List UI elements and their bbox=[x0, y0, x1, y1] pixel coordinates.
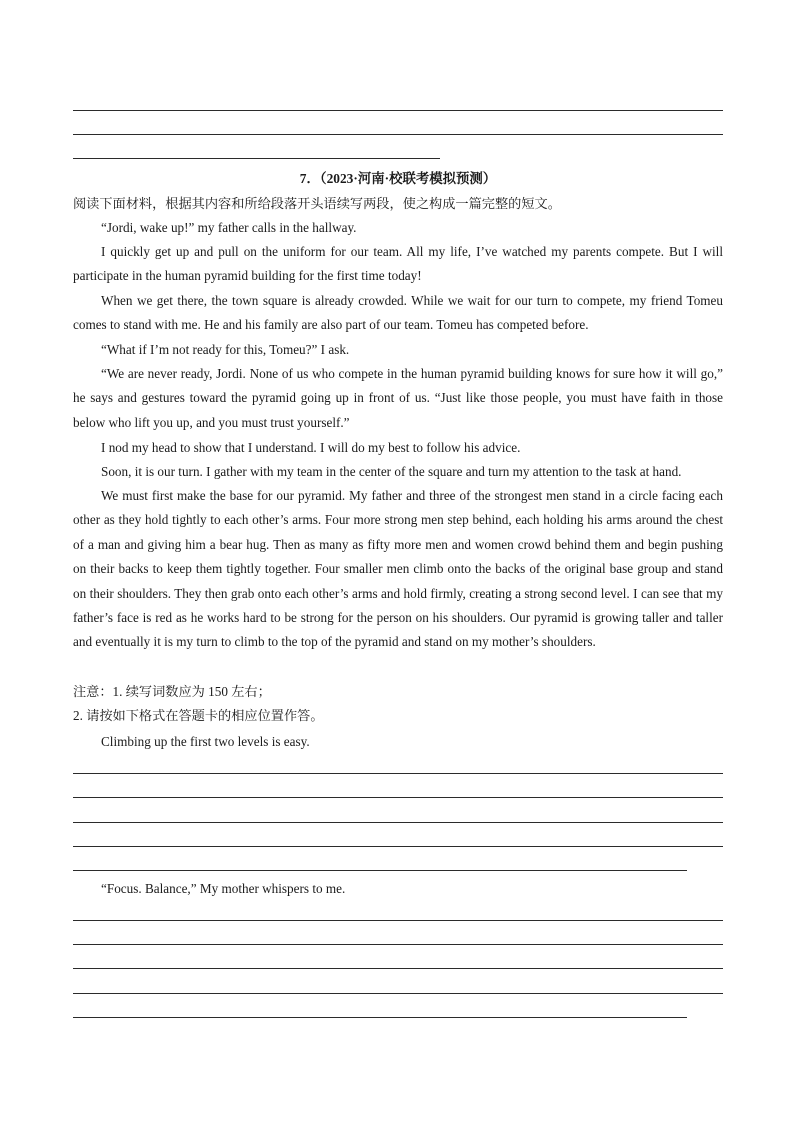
answer-line bbox=[73, 870, 687, 871]
answer-line bbox=[73, 822, 723, 823]
answer-line bbox=[73, 944, 723, 945]
story-paragraph: “What if I’m not ready for this, Tomeu?” I ask. bbox=[101, 342, 350, 357]
document-page bbox=[73, 0, 723, 1132]
instruction-text: 阅读下面材料，根据其内容和所给段落开头语续写两段，使之构成一篇完整的短文。 bbox=[73, 196, 561, 211]
story-paragraph: I nod my head to show that I understand. I will do my best to follow his advice. bbox=[101, 440, 521, 455]
paragraph-start: “Focus. Balance,” My mother whispers to me. bbox=[101, 881, 346, 896]
story-paragraph: We must first make the base for our pyramid. My father and three of the strongest men stand in a circle facing each other as they hold tightly to each other’s arms. Four more strong men step behind, each holding his arms around the chest of a man and giving him a bear hug. Then as many as fifty more men and women crowd behind them and begin pushing on their backs to keep them tightly together. Four smaller men climb onto the backs of the original base group and stand on their shoulders. They then grab onto each other’s arms and hold firmly, creating a strong second level. I can see that my father’s face is red as he works hard to be strong for the person on his shoulders. Our pyramid is growing taller and taller and eventually it is my turn to climb to the top of the pyramid and stand on my mother’s shoulders. bbox=[73, 488, 723, 650]
answer-line bbox=[73, 773, 723, 774]
answer-line bbox=[73, 110, 723, 111]
answer-line bbox=[73, 1017, 687, 1018]
story-paragraph: “Jordi, wake up!” my father calls in the hallway. bbox=[101, 220, 357, 235]
note-item: 注意：1. 续写词数应为 150 左右； bbox=[73, 684, 271, 699]
answer-line bbox=[73, 920, 723, 921]
question-heading: 7．（2023·河南·校联考模拟预测） bbox=[299, 171, 497, 186]
answer-line bbox=[73, 797, 723, 798]
story-paragraph: When we get there, the town square is already crowded. While we wait for our turn to compete, my friend Tomeu comes to stand with me. He and his family are also part of our team. Tomeu has competed before. bbox=[73, 293, 723, 333]
story-paragraph: “We are never ready, Jordi. None of us who compete in the human pyramid building knows for sure how it will go,” he says and gestures toward the pyramid going up in front of us. “Just like those people, you must have faith in those below who lift you up, and you must trust yourself.” bbox=[73, 366, 723, 430]
answer-line bbox=[73, 993, 723, 994]
paragraph-start: Climbing up the first two levels is easy. bbox=[101, 734, 310, 749]
answer-line bbox=[73, 158, 440, 159]
answer-line bbox=[73, 846, 723, 847]
story-paragraph: Soon, it is our turn. I gather with my team in the center of the square and turn my attention to the task at hand. bbox=[101, 464, 682, 479]
answer-line bbox=[73, 968, 723, 969]
answer-line bbox=[73, 134, 723, 135]
story-paragraph: I quickly get up and pull on the uniform for our team. All my life, I’ve watched my parents compete. But I will participate in the human pyramid building for the first time today! bbox=[73, 244, 723, 284]
note-item: 2. 请按如下格式在答题卡的相应位置作答。 bbox=[73, 708, 324, 723]
